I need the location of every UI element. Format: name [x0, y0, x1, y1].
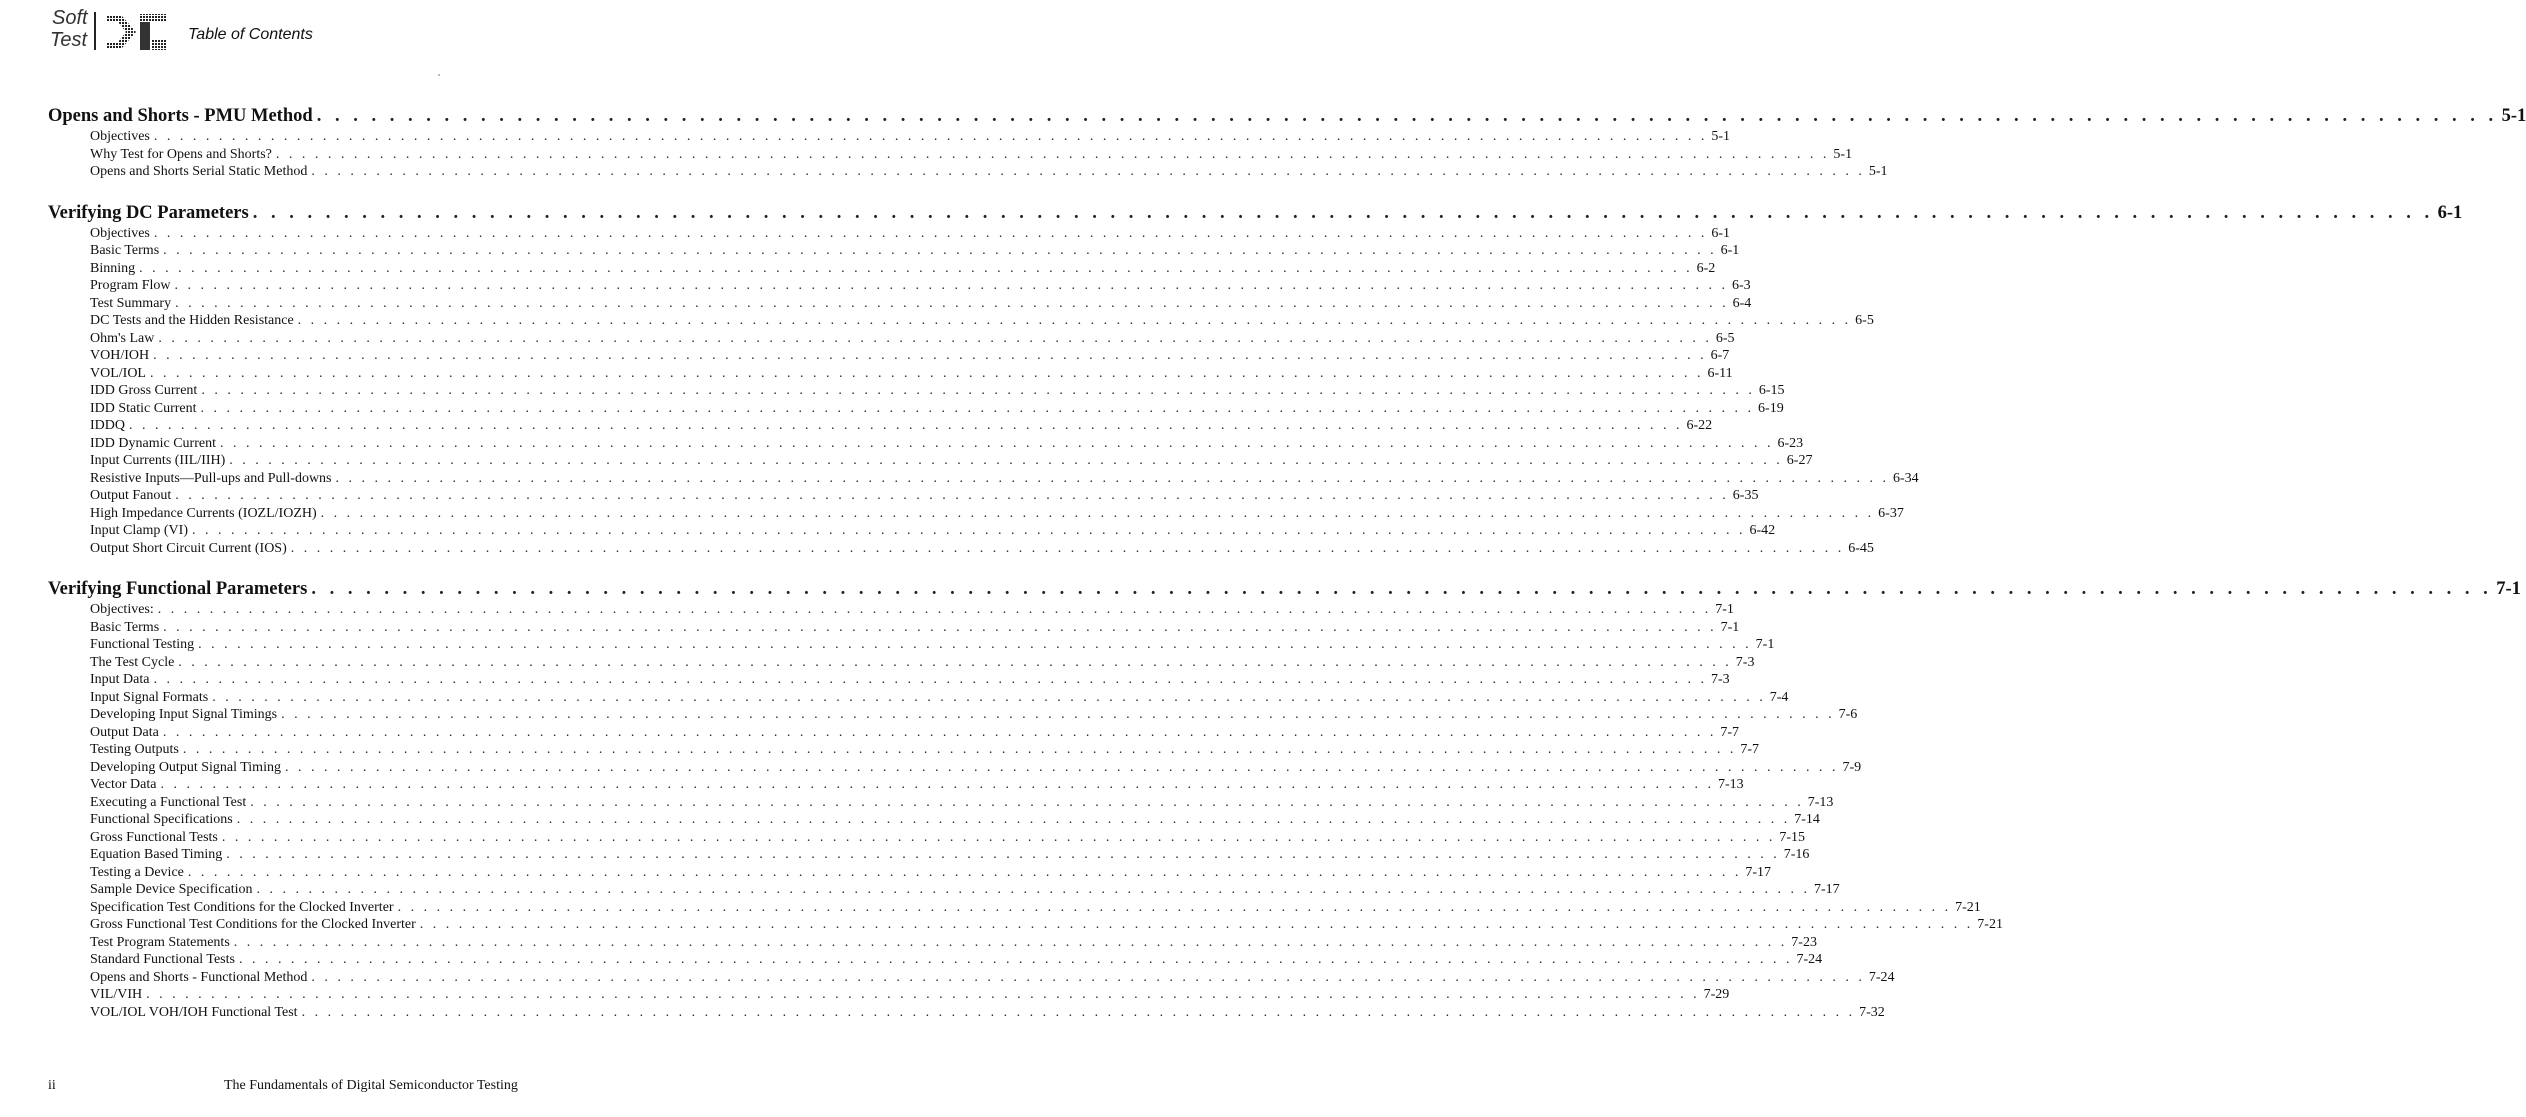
toc-entry[interactable]	[48, 540, 1874, 558]
section-title: Verifying DC Parameters	[48, 202, 249, 223]
section-page: 6-1	[2437, 202, 2463, 223]
entry-title: IDD Dynamic Current	[90, 435, 216, 451]
dot-leader: . . . . . . . . . . . . . . . . . . . . . . . . . . . . . . . . . . . . . . . . . . . . . . . . . . . . . . . . . . . . . . . . . . . . . . . . . . . . . . . . . . . . . . . . . . . . . . . . . . . . . . . . . . . . . . . . . . . . . . . .	[201, 383, 1755, 398]
entry-title: Ohm's Law	[90, 330, 155, 346]
toc-entry[interactable]	[48, 522, 1776, 540]
section-heading[interactable]	[48, 104, 2526, 128]
dot-leader: . . . . . . . . . . . . . . . . . . . . . . . . . . . . . . . . . . . . . . . . . . . . . . . . . . . . . . . . . . . . . . . . . . . . . . . . . . . . . . . . . . . . . . . . . . . . . . . . . . . . . . . . . . . . . . . . . . . . . . . .	[397, 899, 1952, 915]
entry-title: Gross Functional Test Conditions for the Clocked Inverter	[90, 917, 416, 932]
toc-entry[interactable]	[48, 986, 1730, 1004]
entry-title: IDDQ	[90, 418, 125, 433]
entry-title: Basic Terms	[90, 619, 160, 635]
entry-title: Basic Terms	[90, 243, 160, 258]
toc-entry[interactable]	[48, 706, 1858, 724]
entry-page: 5-1	[1868, 164, 1888, 179]
dot-leader: . . . . . . . . . . . . . . . . . . . . . . . . . . . . . . . . . . . . . . . . . . . . . . . . . . . . . . . . . . . . . . . . . . . . . . . . . . . . . . . . . . . . . . . . . . . . . . . . . . . . . . . . . . . . . . . . . . . . . . . .	[226, 847, 1780, 862]
toc-entry[interactable]	[48, 146, 1853, 164]
entry-page: 7-3	[1735, 654, 1755, 670]
entry-page: 6-23	[1777, 435, 1804, 451]
toc-entry[interactable]	[48, 846, 1810, 864]
dot-leader: . . . . . . . . . . . . . . . . . . . . . . . . . . . . . . . . . . . . . . . . . . . . . . . . . . . . . . . . . . . . . . . . . . . . . . . . . . . . . . . . . . . . . . . . . . . . . . . . . . . . . . . . . . . . . . . . . . . . . . . .	[301, 1004, 1856, 1020]
dot-leader: . . . . . . . . . . . . . . . . . . . . . . . . . . . . . . . . . . . . . . . . . . . . . . . . . . . . . . . . . . . . . . . . . . . . . . . . . . . . . . . . . . . . . . . . . . . . . . . . . . . . . . . . . . . . . . . . . . . . . . . .	[153, 348, 1707, 363]
entry-page: 6-2	[1696, 260, 1716, 276]
toc-entry[interactable]	[48, 505, 1904, 523]
toc-entry[interactable]	[48, 689, 1789, 707]
toc-section	[48, 201, 2463, 558]
entry-page: 6-37	[1878, 505, 1904, 521]
dot-leader: . . . . . . . . . . . . . . . . . . . . . . . . . . . . . . . . . . . . . . . . . . . . . . . . . . . . . . . . . . . . . . . . . . . . . . . . . . . . . . . . . . . . . . . . . . . . . . . . . . . . . . . . . . . . . . . . . . . . . . . .	[163, 619, 1717, 635]
dot-leader: . . . . . . . . . . . . . . . . . . . . . . . . . . . . . . . . . . . . . . . . . . . . . . . . . . . . . . . . . . . . . . . . . . . . . . . . . . . . . . . . . . . . . . . . . . . . . . . . . . . . . . . . . . . . . . . . . . . . . . . .	[281, 707, 1835, 722]
entry-title: Why Test for Opens and Shorts?	[90, 146, 272, 162]
entry-page: 7-9	[1842, 759, 1862, 775]
entry-title: Input Clamp (VI)	[90, 523, 188, 538]
section-heading[interactable]	[48, 577, 2521, 601]
entry-title: Executing a Functional Test	[90, 794, 247, 810]
dot-leader: . . . . . . . . . . . . . . . . . . . . . . . . . . . . . . . . . . . . . . . . . . . . . . . . . . . . . . . . . . . . . . . . . . . . . . . . . . . . . . . . . . . . . . . . . . . . . . . . . . . . . . . . . . . . . . . . . . . . . . . .	[233, 934, 1788, 950]
entry-title: Vector Data	[90, 777, 157, 792]
entry-page: 6-5	[1855, 313, 1874, 328]
entry-title: The Test Cycle	[90, 654, 175, 670]
toc-entry[interactable]	[48, 312, 1874, 330]
entry-title: Objectives:	[90, 602, 154, 617]
entry-page: 7-14	[1794, 812, 1820, 827]
toc-entry[interactable]	[48, 951, 1823, 969]
entry-page: 7-1	[1720, 619, 1740, 635]
dot-leader: . . . . . . . . . . . . . . . . . . . . . . . . . . . . . . . . . . . . . . . . . . . . . . . . . . . . . . . . . . . . . . . . . . . . . . . . . . . . . . . . . . . . . . . . . . . . . . . . . . . . . . . . . . . . . . . . . . . . . . . .	[256, 882, 1810, 897]
entry-title: Sample Device Specification	[90, 882, 253, 897]
entry-title: Input Signal Formats	[90, 689, 209, 705]
dot-leader: . . . . . . . . . . . . . . . . . . . . . . . . . . . . . . . . . . . . . . . . . . . . . . . . . . . . . . . . . . . . . . . . . . . . . . . . . . . . . . . . . . . . . . . . . . . . . . . . . . . . . . . . . . . . . . . . . . . . . . . .	[150, 365, 1704, 381]
dot-leader: . . . . . . . . . . . . . . . . . . . . . . . . . . . . . . . . . . . . . . . . . . . . . . . . . . . . . . . . . . . . . . . . . . . . . . . . . . . . . . . . . . . . . . . . . . . . . . . . . . . . . . . . . . . . . . . . . . . . . . . .	[174, 278, 1728, 293]
entry-page: 7-23	[1791, 934, 1817, 950]
entry-page: 6-35	[1732, 488, 1759, 503]
entry-title: Program Flow	[90, 278, 171, 293]
entry-title: VOL/IOL VOH/IOH Functional Test	[90, 1004, 298, 1020]
toc-entry[interactable]	[48, 128, 1731, 146]
entry-page: 6-15	[1758, 383, 1785, 398]
entry-title: VOL/IOL	[90, 365, 146, 381]
toc-entry[interactable]	[48, 242, 1740, 260]
entry-title: Developing Input Signal Timings	[90, 707, 278, 722]
section-title: Verifying Functional Parameters	[48, 579, 308, 599]
toc-section	[48, 104, 2526, 181]
entry-page: 7-15	[1779, 829, 1806, 845]
table-of-contents	[48, 104, 2526, 1021]
toc-entry[interactable]	[48, 829, 1806, 847]
dot-leader: . . . . . . . . . . . . . . . . . . . . . . . . . . . . . . . . . . . . . . . . . . . . . . . . . . . . . . . . . . . . . . . . . . . . . . . . . . . . . . . . . . . . . . . . . . . . . . . . . . . . . . . . . . . . . . . . . . . . . . . .	[162, 724, 1717, 740]
dot-leader: . . . . . . . . . . . . . . . . . . . . . . . . . . . . . . . . . . . . . . . . . . . . . . . . . . . . . . . . . . . . . . . . . . . . . . . . . . . . . . . . . . . . . . . . . . . . . . . . . . . . . . . . . . . . . . . . . . . . . . . .	[158, 330, 1712, 346]
entry-title: IDD Gross Current	[90, 383, 198, 398]
softtest-logo	[50, 6, 170, 52]
dot-leader: . . . . . . . . . . . . . . . . . . . . . . . . . . . . . . . . . . . . . . . . . . . . . . . . . . . . . . . . . . . . . . . . . . . . . . . . . . . . . . . . . . . . . . . . . . . . . . . . . . . . . . . . . . . . . . . . . . . . . . . .	[236, 812, 1791, 827]
toc-entry[interactable]	[48, 452, 1813, 470]
entry-page: 6-19	[1758, 400, 1784, 416]
entry-page: 7-16	[1783, 847, 1810, 862]
entry-title: Input Currents (IIL/IIH)	[90, 453, 226, 468]
entry-title: Equation Based Timing	[90, 847, 223, 862]
entry-page: 7-21	[1977, 917, 2003, 932]
dot-leader: . . . . . . . . . . . . . . . . . . . . . . . . . . . . . . . . . . . . . . . . . . . . . . . . . . . . . . . . . . . . . . . . . . . . . . . . . . . . . . . . . . . . . . . . . . . . . . . . . . . . . . . . . . . . . . . . . . . . . . . .	[229, 453, 1783, 468]
entry-title: Binning	[90, 260, 136, 276]
entry-title: Developing Output Signal Timing	[90, 759, 281, 775]
dot-leader: . . . . . . . . . . . . . . . . . . . . . . . . . . . . . . . . . . . . . . . . . . . . . . . . . . . . . . . . . . . . . . . . . . . . . . . . . . . . . . . . . . . . . . . . . . . . . . . . . . . . . . . . . . . . . . . . . . . . . . . .	[320, 505, 1875, 521]
entry-title: Functional Specifications	[90, 812, 233, 827]
toc-entry[interactable]	[48, 435, 1804, 453]
entry-page: 5-1	[1711, 129, 1731, 144]
entry-page: 7-7	[1740, 742, 1760, 757]
dot-leader: . . . . . . . . . . . . . . . . . . . . . . . . . . . . . . . . . . . . . . . . . . . . . . . . . . . . . . . . . . . . . . . . . . . . . . . . . . . . . . . . . . . . . . . . . . . . . . . . . . . . . . . . . . . . . . . . . . . . . . . .	[163, 243, 1717, 258]
logo-word-test: Test	[50, 29, 88, 51]
dot-leader: . . . . . . . . . . . . . . . . . . . . . . . . . . . . . . . . . . . . . . . . . . . . . . . . . . . . . . . . . . . . . . . . . . . . . . . . . . . . . . . . . . . . . . . . . . . . . . . . . . . . . . . . . . . . . . . . . . . . . . . .	[290, 540, 1845, 556]
toc-entry[interactable]	[48, 277, 1751, 295]
toc-entry[interactable]	[48, 759, 1862, 777]
toc-entry[interactable]	[48, 794, 1834, 812]
toc-entry[interactable]	[48, 365, 1733, 383]
toc-entry[interactable]	[48, 470, 1919, 488]
book-title: The Fundamentals of Digital Semiconductor Testing	[224, 1078, 518, 1093]
entry-title: Output Data	[90, 724, 159, 740]
dot-leader: . . . . . . . . . . . . . . . . . . . . . . . . . . . . . . . . . . . . . . . . . . . . . . . . . . . . . . . . . . . . . . . . . . . . . . . . . . . . . . . . . . . . . . . . . . . . . . . . . . . . . . . . . . . . . . . . . . . . . . . .	[153, 129, 1708, 144]
toc-entry[interactable]	[48, 330, 1735, 348]
dot-leader: . . . . . . . . . . . . . . . . . . . . . . . . . . . . . . . . . . . . . . . . . . . . . . . . . . . . . . . . . . . . . . . . . . . . . . . . . . . . . . . . . . . . . . . . . . . . . . . . . . . . . . . . . . . . . . . . . . . . . . . .	[175, 295, 1729, 311]
dot-leader: . . . . . . . . . . . . . . . . . . . . . . . . . . . . . . . . . . . . . . . . . . . . . . . . . . . . . . . . . . . . . . . . . . . . . . . . . . . . . . . . . . . . . . . . . . . . . . . . . . . . . . . . . . . . . . . . . . . . . . . .	[311, 969, 1865, 985]
dot-leader: . . . . . . . . . . . . . . . . . . . . . . . . . . . . . . . . . . . . . . . . . . . . . . . . . . . . . . . . . . . . . . . . . . . . . . . . . . . . . . . . . . . . . . . . . . . . . . . . . . . . . . . . . . . . . . . . . . . . . . . .	[139, 260, 1693, 276]
entry-page: 7-17	[1814, 882, 1840, 897]
toc-entry[interactable]	[48, 225, 1731, 243]
dot-leader: . . . . . . . . . . . . . . . . . . . . . . . . . . . . . . . . . . . . . . . . . . . . . . . . . . . . . . . . . . . . . . . . . . . . . . . . . . . . . . . . . . . . . . . . . . . . . . . . . . . . . . . . . . . . . . . . . . . . . . . .	[275, 146, 1830, 162]
entry-page: 6-1	[1711, 225, 1731, 241]
toc-entry[interactable]	[48, 260, 1716, 278]
toc-entry[interactable]	[48, 899, 1981, 917]
entry-title: Resistive Inputs—Pull-ups and Pull-downs	[90, 470, 332, 486]
entry-page: 6-1	[1720, 243, 1740, 258]
entry-page: 7-17	[1745, 864, 1772, 880]
toc-entry[interactable]	[48, 776, 1744, 794]
dot-leader: . . . . . . . . . . . . . . . . . . . . . . . . . . . . . . . . . . . . . . . . . . . . . . . . . . . . . . . . . . . . . . . . . . . . . . . . . . . . . . . . . . . . . . . . . . . . . . . . . . . . . . . . . . . . . . . . . . . . . . . .	[238, 952, 1793, 967]
dot-leader: . . . . . . . . . . . . . . . . . . . . . . . . . . . . . . . . . . . . . . . . . . . . . . . . . . . . . . . . . . . . . . . . . . . . . . . . . . . . . . . . . . . . . . . . . . . . . . . . . . . . . . . . . . . . . . . . . . . . . . . .	[129, 418, 1683, 433]
dot-leader: . . . . . . . . . . . . . . . . . . . . . . . . . . . . . . . . . . . . . . . . . . . . . . . . . . . . . . . . . . . . . . . . . . . . . . . . . . . . . . . . . . . . . . . . . . . . . . . . . . . . . . . . . . . . . . . . . . . . . . . .	[419, 917, 1974, 932]
entry-title: Functional Testing	[90, 637, 195, 652]
entry-title: Testing Outputs	[90, 742, 179, 757]
entry-title: DC Tests and the Hidden Resistance	[90, 313, 294, 328]
dot-leader: . . . . . . . . . . . . . . . . . . . . . . . . . . . . . . . . . . . . . . . . . . . . . . . . . . . . . . . . . . . . . . . . . . . . . . . . . . . . . . . . . . . . . . . . . . . . . . . . . . . . . . . . . . . . . . . . . . . . . . . .	[178, 654, 1732, 670]
toc-entry[interactable]	[48, 969, 1895, 987]
section-title: Opens and Shorts - PMU Method	[48, 106, 313, 126]
section-heading[interactable]	[48, 201, 2463, 225]
page-header	[50, 6, 750, 52]
entry-title: IDD Static Current	[90, 400, 197, 416]
entry-page: 7-24	[1796, 952, 1823, 967]
dot-leader: . . . . . . . . . . . . . . . . . . . . . . . . . . . . . . . . . . . . . . . . . . . . . . . . . . . . . . . . . . . . . . . . . . . . . . . . . . . . . . . . . . . . . . . . . . . . . . . . . . . . . . . . . . . . . . . . . . . . . . . .	[250, 794, 1804, 810]
entry-title: Input Data	[90, 672, 150, 687]
entry-page: 7-13	[1717, 777, 1744, 792]
logo-word-soft: Soft	[52, 7, 88, 29]
entry-page: 7-21	[1955, 899, 1981, 915]
toc-entry[interactable]	[48, 654, 1755, 672]
toc-entry[interactable]	[48, 400, 1784, 418]
entry-page: 6-3	[1732, 278, 1751, 293]
toc-entry[interactable]	[48, 487, 1759, 505]
entry-page: 6-4	[1732, 295, 1752, 311]
entry-page: 7-24	[1868, 969, 1895, 985]
dot-leader: . . . . . . . . . . . . . . . . . . . . . . . . . . . . . . . . . . . . . . . . . . . . . . . . . . . . . . . . . . . . . . . . . . . . . . . . . . . . . . . . . . . . . . . . . . . . . . . . . . . . . . . . . . . . . . . . . . . . . . . .	[153, 672, 1707, 687]
toc-entry[interactable]	[48, 295, 1752, 313]
section-page: 5-1	[2501, 106, 2526, 126]
toc-entry[interactable]	[48, 601, 1734, 619]
dot-leader: . . . . . . . . . . . . . . . . . . . . . . . . . . . . . . . . . . . . . . . . . . . . . . . . . . . . . . . . . . . . . . . . . . . . . . . . . . . . . . . . . . . . . . . . . . . . . . . . . . . . . . . . . . . . . . . . . . . . . . . .	[191, 523, 1746, 538]
entry-title: High Impedance Currents (IOZL/IOZH)	[90, 505, 317, 521]
st-monogram-icon	[104, 10, 168, 52]
toc-entry[interactable]	[48, 382, 1785, 400]
header-title: Table of Contents	[188, 26, 313, 43]
dot-leader: . . . . . . . . . . . . . . . . . . . . . . . . . . . . . . . . . . . . . . . . . . . . . . . . . . . . . . . . . . . . . . . . . . . . . . . . . . . . . . . . . . . . . . . . . . . . . . . . . . . . . . . . . . . . . . . . . . . . . . . .	[284, 759, 1839, 775]
entry-page: 6-5	[1715, 330, 1735, 346]
entry-title: Objectives	[90, 225, 150, 241]
entry-title: Opens and Shorts Serial Static Method	[90, 164, 308, 179]
dot-leader: . . . . . . . . . . . . . . . . . . . . . . . . . . . . . . . . . . . . . . . . . . . . . . . . . . . . . . . . . . . . . . . . . . . . . . . . . . . . . . . . . . . . . . . . . . . . . . . . . . . . . . . . . . . . . . . . . . . . . . . .	[187, 864, 1742, 880]
entry-page: 7-1	[1715, 602, 1734, 617]
entry-title: Testing a Device	[90, 864, 184, 880]
toc-entry[interactable]	[48, 1004, 1885, 1022]
dot-leader: . . . . . . . . . . . . . . . . . . . . . . . . . . . . . . . . . . . . . . . . . . . . . . . . . . . . . . . . . . . . . . . . . . . . . . . . . . . . . . . . . . . . . . . . . . . . . . . . . . . . . . . . . . . . . . . . . . . . . . . .	[316, 106, 2498, 126]
entry-page: 6-34	[1893, 470, 1919, 486]
dot-leader: . . . . . . . . . . . . . . . . . . . . . . . . . . . . . . . . . . . . . . . . . . . . . . . . . . . . . . . . . . . . . . . . . . . . . . . . . . . . . . . . . . . . . . . . . . . . . . . . . . . . . . . . . . . . . . . . . . . . . . . .	[160, 777, 1714, 792]
entry-title: Gross Functional Tests	[90, 829, 218, 845]
entry-page: 6-22	[1686, 418, 1713, 433]
entry-title: Opens and Shorts - Functional Method	[90, 969, 308, 985]
entry-page: 7-1	[1755, 637, 1775, 652]
entry-title: Objectives	[90, 129, 150, 144]
dot-leader: . . . . . . . . . . . . . . . . . . . . . . . . . . . . . . . . . . . . . . . . . . . . . . . . . . . . . . . . . . . . . . . . . . . . . . . . . . . . . . . . . . . . . . . . . . . . . . . . . . . . . . . . . . . . . . . . . . . . . . . .	[157, 602, 1712, 617]
entry-title: VOH/IOH	[90, 348, 150, 363]
dot-leader: . . . . . . . . . . . . . . . . . . . . . . . . . . . . . . . . . . . . . . . . . . . . . . . . . . . . . . . . . . . . . . . . . . . . . . . . . . . . . . . . . . . . . . . . . . . . . . . . . . . . . . . . . . . . . . . . . . . . . . . .	[297, 313, 1852, 328]
toc-entry[interactable]	[48, 741, 1760, 759]
toc-entry[interactable]	[48, 811, 1820, 829]
entry-page: 6-7	[1710, 348, 1730, 363]
entry-page: 6-45	[1848, 540, 1874, 556]
toc-entry[interactable]	[48, 636, 1775, 654]
dot-leader: . . . . . . . . . . . . . . . . . . . . . . . . . . . . . . . . . . . . . . . . . . . . . . . . . . . . . . . . . . . . . . . . . . . . . . . . . . . . . . . . . . . . . . . . . . . . . . . . . . . . . . . . . . . . . . . . . . . . . . . .	[335, 470, 1890, 486]
dot-leader: . . . . . . . . . . . . . . . . . . . . . . . . . . . . . . . . . . . . . . . . . . . . . . . . . . . . . . . . . . . . . . . . . . . . . . . . . . . . . . . . . . . . . . . . . . . . . . . . . . . . . . . . . . . . . . . . . . . . . . . .	[212, 689, 1766, 705]
dot-leader: . . . . . . . . . . . . . . . . . . . . . . . . . . . . . . . . . . . . . . . . . . . . . . . . . . . . . . . . . . . . . . . . . . . . . . . . . . . . . . . . . . . . . . . . . . . . . . . . . . . . . . . . . . . . . . . . . . . . . . . .	[311, 164, 1865, 179]
toc-entry[interactable]	[48, 724, 1739, 742]
dot-leader: . . . . . . . . . . . . . . . . . . . . . . . . . . . . . . . . . . . . . . . . . . . . . . . . . . . . . . . . . . . . . . . . . . . . . . . . . . . . . . . . . . . . . . . . . . . . . . . . . . . . . . . . . . . . . . . . . . . . . . . .	[200, 400, 1755, 416]
toc-entry[interactable]	[48, 864, 1772, 882]
toc-entry[interactable]	[48, 916, 2003, 934]
entry-page: 7-3	[1710, 672, 1730, 687]
toc-entry[interactable]	[48, 163, 1888, 181]
entry-title: VIL/VIH	[90, 987, 143, 1002]
entry-title: Output Fanout	[90, 488, 172, 503]
entry-title: Test Summary	[90, 295, 172, 311]
toc-entry[interactable]	[48, 417, 1713, 435]
entry-title: Output Short Circuit Current (IOS)	[90, 540, 287, 556]
entry-page: 7-7	[1720, 724, 1739, 740]
entry-page: 7-4	[1769, 689, 1789, 705]
toc-section	[48, 577, 2521, 1021]
entry-page: 6-11	[1707, 365, 1733, 381]
dot-leader: . . . . . . . . . . . . . . . . . . . . . . . . . . . . . . . . . . . . . . . . . . . . . . . . . . . . . . . . . . . . . . . . . . . . . . . . . . . . . . . . . . . . . . . . . . . . . . . . . . . . . . . . . . . . . . . . . . . . . . . .	[219, 435, 1774, 451]
entry-title: Specification Test Conditions for the Clocked Inverter	[90, 899, 394, 915]
entry-page: 5-1	[1833, 146, 1853, 162]
dot-leader: . . . . . . . . . . . . . . . . . . . . . . . . . . . . . . . . . . . . . . . . . . . . . . . . . . . . . . . . . . . . . . . . . . . . . . . . . . . . . . . . . . . . . . . . . . . . . . . . . . . . . . . . . . . . . . . . . . . . . . . .	[252, 202, 2434, 223]
entry-page: 7-32	[1859, 1004, 1885, 1020]
entry-title: Standard Functional Tests	[90, 952, 235, 967]
entry-title: Test Program Statements	[90, 934, 230, 950]
dot-leader: . . . . . . . . . . . . . . . . . . . . . . . . . . . . . . . . . . . . . . . . . . . . . . . . . . . . . . . . . . . . . . . . . . . . . . . . . . . . . . . . . . . . . . . . . . . . . . . . . . . . . . . . . . . . . . . . . . . . . . . .	[182, 742, 1737, 757]
toc-entry[interactable]	[48, 347, 1730, 365]
entry-page: 6-42	[1749, 523, 1776, 538]
page-number: ii	[48, 1078, 56, 1093]
dot-leader: . . . . . . . . . . . . . . . . . . . . . . . . . . . . . . . . . . . . . . . . . . . . . . . . . . . . . . . . . . . . . . . . . . . . . . . . . . . . . . . . . . . . . . . . . . . . . . . . . . . . . . . . . . . . . . . . . . . . . . . .	[153, 225, 1708, 241]
dot-leader: . . . . . . . . . . . . . . . . . . . . . . . . . . . . . . . . . . . . . . . . . . . . . . . . . . . . . . . . . . . . . . . . . . . . . . . . . . . . . . . . . . . . . . . . . . . . . . . . . . . . . . . . . . . . . . . . . . . . . . . .	[198, 637, 1752, 652]
dot-leader: . . . . . . . . . . . . . . . . . . . . . . . . . . . . . . . . . . . . . . . . . . . . . . . . . . . . . . . . . . . . . . . . . . . . . . . . . . . . . . . . . . . . . . . . . . . . . . . . . . . . . . . . . . . . . . . . . . . . . . . .	[221, 829, 1776, 845]
scan-speck	[438, 74, 440, 76]
logo-divider	[94, 12, 96, 50]
toc-entry[interactable]	[48, 619, 1740, 637]
entry-page: 7-29	[1703, 987, 1730, 1002]
entry-page: 7-13	[1807, 794, 1834, 810]
entry-page: 6-27	[1786, 453, 1813, 468]
toc-entry[interactable]	[48, 881, 1840, 899]
dot-leader: . . . . . . . . . . . . . . . . . . . . . . . . . . . . . . . . . . . . . . . . . . . . . . . . . . . . . . . . . . . . . . . . . . . . . . . . . . . . . . . . . . . . . . . . . . . . . . . . . . . . . . . . . . . . . . . . . . . . . . . .	[311, 579, 2493, 599]
toc-entry[interactable]	[48, 934, 1817, 952]
section-page: 7-1	[2496, 579, 2521, 599]
dot-leader: . . . . . . . . . . . . . . . . . . . . . . . . . . . . . . . . . . . . . . . . . . . . . . . . . . . . . . . . . . . . . . . . . . . . . . . . . . . . . . . . . . . . . . . . . . . . . . . . . . . . . . . . . . . . . . . . . . . . . . . .	[175, 488, 1729, 503]
entry-page: 7-6	[1838, 707, 1858, 722]
toc-entry[interactable]	[48, 671, 1730, 689]
dot-leader: . . . . . . . . . . . . . . . . . . . . . . . . . . . . . . . . . . . . . . . . . . . . . . . . . . . . . . . . . . . . . . . . . . . . . . . . . . . . . . . . . . . . . . . . . . . . . . . . . . . . . . . . . . . . . . . . . . . . . . . .	[146, 987, 1700, 1002]
